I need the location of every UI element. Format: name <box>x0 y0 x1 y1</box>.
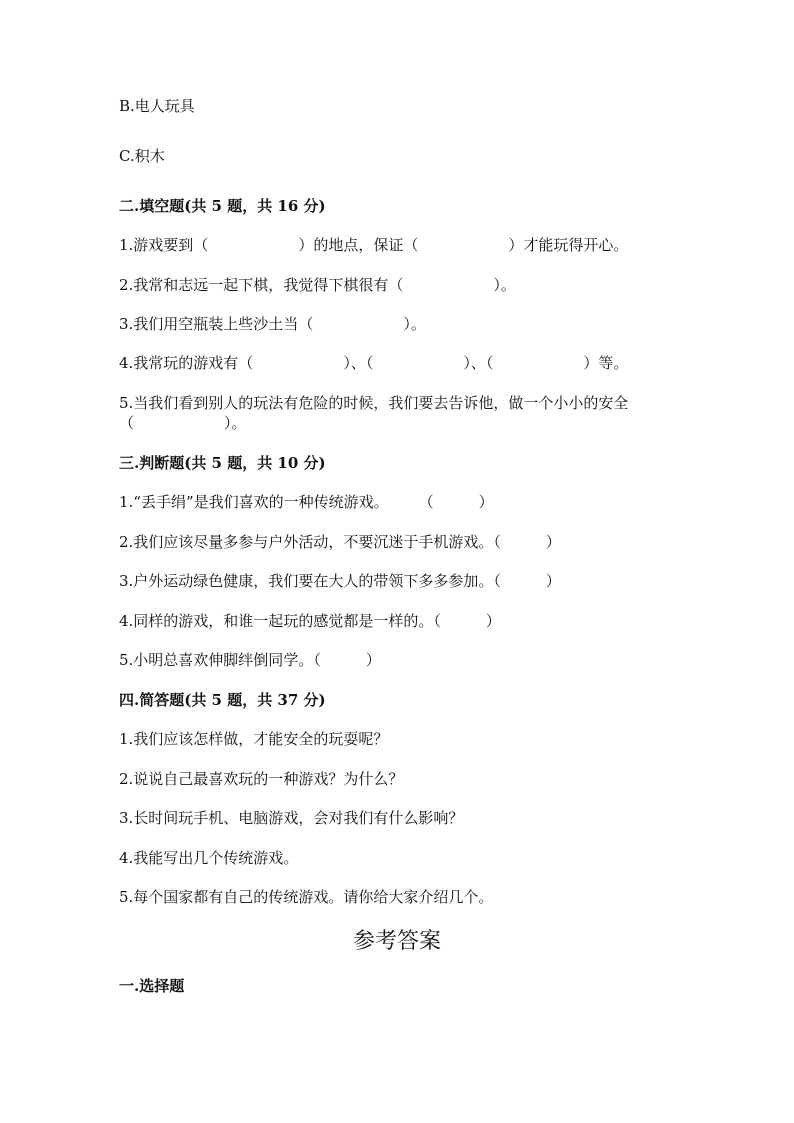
short-question-2: 2.说说自己最喜欢玩的一种游戏？为什么？ <box>119 770 404 788</box>
judge-question-3: 3.户外运动绿色健康，我们要在大人的带领下多多参加。（ ） <box>119 572 561 590</box>
section-2-heading: 二.填空题(共 5 题，共 16 分) <box>119 197 326 215</box>
judge-question-5: 5.小明总喜欢伸脚绊倒同学。（ ） <box>119 651 381 669</box>
short-question-4: 4.我能写出几个传统游戏。 <box>119 849 299 867</box>
judge-question-4: 4.同样的游戏，和谁一起玩的感觉都是一样的。（ ） <box>119 612 501 630</box>
short-question-5: 5.每个国家都有自己的传统游戏。请你给大家介绍几个。 <box>119 888 494 906</box>
short-question-1: 1.我们应该怎样做，才能安全的玩耍呢？ <box>119 730 389 748</box>
fill-question-3: 3.我们用空瓶装上些沙土当（ ）。 <box>119 315 426 333</box>
option-c: C.积木 <box>119 147 165 165</box>
judge-question-2: 2.我们应该尽量多参与户外活动，不要沉迷于手机游戏。（ ） <box>119 533 561 551</box>
judge-question-1: 1.“丢手绢”是我们喜欢的一种传统游戏。 （ ） <box>119 493 494 511</box>
fill-question-4: 4.我常玩的游戏有（ ）、（ ）、（ ）等。 <box>119 354 629 372</box>
fill-question-2: 2.我常和志远一起下棋，我觉得下棋很有（ ）。 <box>119 276 516 294</box>
fill-question-5-line-1: 5.当我们看到别人的玩法有危险的时候，我们要去告诉他，做一个小小的安全 <box>119 394 629 412</box>
fill-question-1: 1.游戏要到（ ）的地点，保证（ ）才能玩得开心。 <box>119 236 629 254</box>
answers-section-1-heading: 一.选择题 <box>119 977 185 995</box>
section-4-heading: 四.简答题(共 5 题，共 37 分) <box>119 691 326 709</box>
fill-question-5-line-2: （ ）。 <box>119 414 247 432</box>
section-3-heading: 三.判断题(共 5 题，共 10 分) <box>119 454 326 472</box>
short-question-3: 3.长时间玩手机、电脑游戏，会对我们有什么影响？ <box>119 809 464 827</box>
answers-title: 参考答案 <box>352 929 441 954</box>
option-b: B.电人玩具 <box>119 97 195 115</box>
